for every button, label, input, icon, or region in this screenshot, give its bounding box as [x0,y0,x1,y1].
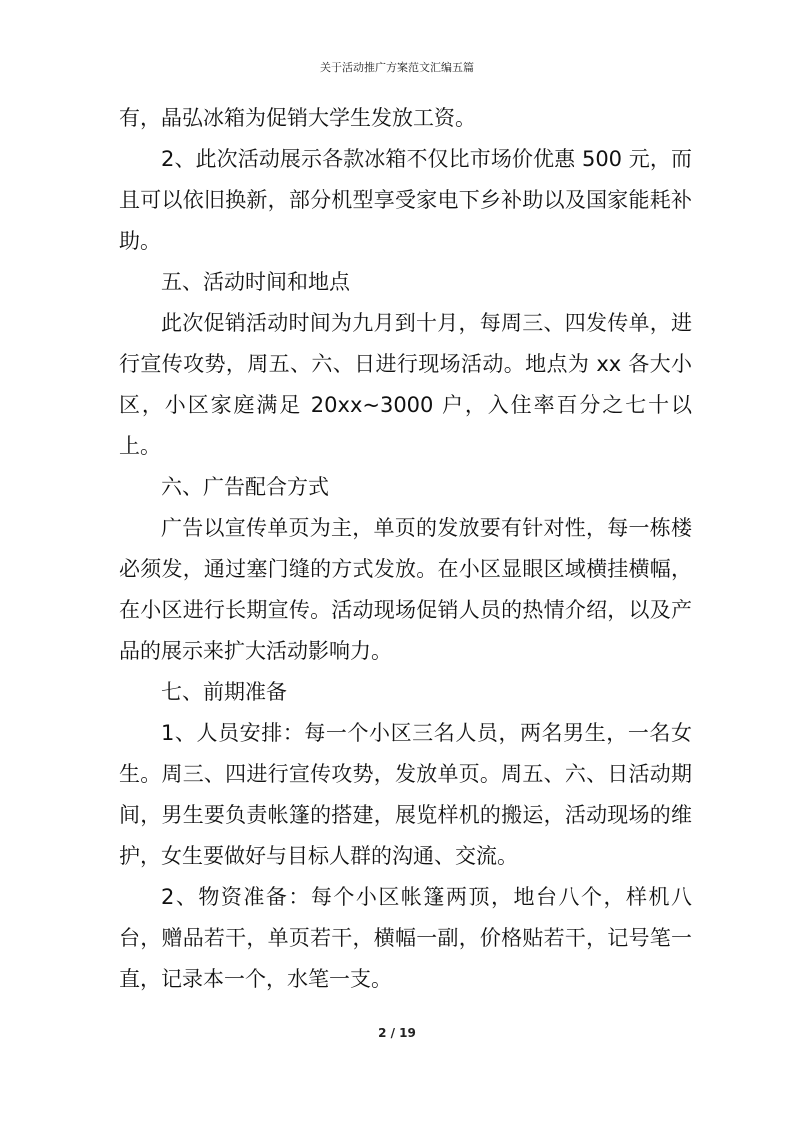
paragraph-materials: 2、物资准备：每个小区帐篷两顶，地台八个，样机八台，赠品若干，单页若干，横幅一副，价格贴若干，记号笔一直，记录本一个，水笔一支。 [119,885,692,991]
section-heading-time-location: 五、活动时间和地点 [161,270,350,294]
paragraph-staffing: 1、人员安排：每一个小区三名人员，两名男生，一名女生。周三、四进行宣传攻势，发放单页。周五、六、日活动期间，男生要负责帐篷的搭建，展览样机的搬运，活动现场的维护，女生要做好与目标人群的沟通、交流。 [119,721,692,868]
paragraph-continuation: 有，晶弘冰箱为促销大学生发放工资。 [119,106,476,130]
paragraph-promotion-detail: 2、此次活动展示各款冰箱不仅比市场价优惠 500 元，而且可以依旧换新，部分机型享受家电下乡补助以及国家能耗补助。 [119,147,692,253]
document-body [119,98,692,1000]
paragraph-advertising: 广告以宣传单页为主，单页的发放要有针对性，每一栋楼必须发，通过塞门缝的方式发放。在小区显眼区域横挂横幅，在小区进行长期宣传。活动现场促销人员的热情介绍，以及产品的展示来扩大活动影响力。 [119,516,692,663]
section-heading-preparation: 七、前期准备 [161,680,287,704]
paragraph-time-location: 此次促销活动时间为九月到十月，每周三、四发传单，进行宣传攻势，周五、六、日进行现场活动。地点为 xx 各大小区，小区家庭满足 20xx~3000 户，入住率百分之七十以上。 [119,311,692,458]
section-heading-advertising: 六、广告配合方式 [161,475,329,499]
page-header-title: 关于活动推广方案范文汇编五篇 [320,61,474,74]
page-number: 2 / 19 [378,1026,416,1040]
